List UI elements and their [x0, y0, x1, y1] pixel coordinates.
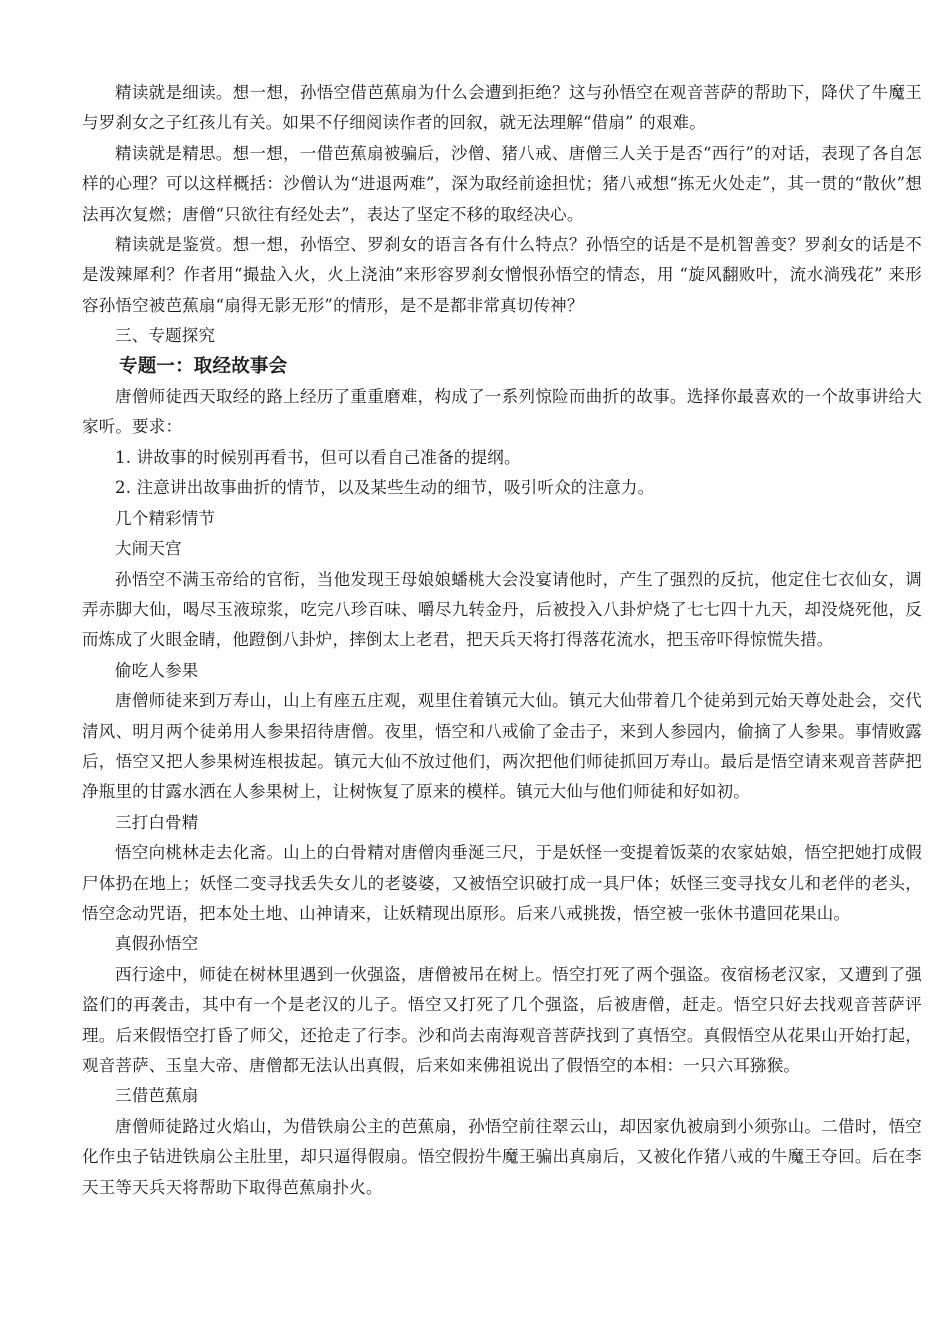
- story-title-havoc-in-heaven: 大闹天宫: [115, 539, 182, 559]
- section-heading: 三、专题探究: [115, 326, 216, 346]
- requirement-2: 2. 注意讲出故事曲折的情节，以及某些生动的细节，吸引听众的注意力。: [115, 478, 655, 498]
- story-text-true-false-monkey: 西行途中，师徒在树林里遇到一伙强盗，唐僧被吊在树上。悟空打死了两个强盗。夜宿杨老汉家，又遭到了强盗们的再袭击，其中有一个是老汉的儿子。悟空又打死了几个强盗，后被唐僧，赶走。悟空只好去找观音菩萨评理。后来假悟空打昏了师父，还抢走了行李。沙和尚去南海观音菩萨找到了真悟空。真假悟空从花果山开始打起，观音菩萨、玉皇大帝、唐僧都无法认出真假，后来如来佛祖说出了假悟空的本相：一只六耳猕猴。: [82, 964, 922, 1075]
- story-title-true-false-monkey: 真假孙悟空: [115, 934, 199, 954]
- highlights-heading: 几个精彩情节: [115, 508, 216, 528]
- document-page: [82, 78, 922, 1203]
- story-text-ginseng-fruit: 唐僧师徒来到万寿山，山上有座五庄观，观里住着镇元大仙。镇元大仙带着几个徒弟到元始天尊处赴会，交代清风、明月两个徒弟用人参果招待唐僧。夜里，悟空和八戒偷了金击子，来到人参园内，偷摘了人参果。事情败露后，悟空又把人参果树连根拔起。镇元大仙不放过他们，两次把他们师徒抓回万寿山。最后是悟空请来观音菩萨把净瓶里的甘露水洒在人参果树上，让树恢复了原来的模样。镇元大仙与他们师徒和好如初。: [82, 691, 922, 802]
- paragraph-close-reading-detail: 精读就是细读。想一想，孙悟空借芭蕉扇为什么会遭到拒绝？这与孙悟空在观音菩萨的帮助下，降伏了牛魔王与罗刹女之子红孩儿有关。如果不仔细阅读作者的回叙，就无法理解“借扇” 的艰难。: [82, 83, 922, 133]
- story-title-palm-leaf-fan: 三借芭蕉扇: [115, 1086, 199, 1106]
- requirement-1: 1. 讲故事的时候别再看书，但可以看自己准备的提纲。: [115, 447, 521, 467]
- paragraph-close-reading-appreciation: 精读就是鉴赏。想一想，孙悟空、罗刹女的语言各有什么特点？孙悟空的话是不是机智善变？罗刹女的话是不是泼辣犀利？作者用“撮盐入火，火上浇油”来形容罗刹女憎恨孙悟空的情态，用 “旋风翻败叶，流水淌残花” 来形容孙悟空被芭蕉扇“扇得无影无形”的情形，是不是都非常真切传神？: [82, 235, 922, 315]
- story-title-white-bone-demon: 三打白骨精: [115, 812, 199, 832]
- topic-intro: 唐僧师徒西天取经的路上经历了重重磨难，构成了一系列惊险而曲折的故事。选择你最喜欢的一个故事讲给大家听。要求：: [82, 387, 922, 437]
- story-text-palm-leaf-fan: 唐僧师徒路过火焰山，为借铁扇公主的芭蕉扇，孙悟空前往翠云山，却因家仇被扇到小须弥山。二借时，悟空化作虫子钻进铁扇公主肚里，却只逼得假扇。悟空假扮牛魔王骗出真扇后，又被化作猪八戒的牛魔王夺回。后在李天王等天兵天将帮助下取得芭蕉扇扑火。: [82, 1116, 922, 1197]
- story-text-havoc-in-heaven: 孙悟空不满玉帝给的官衔，当他发现王母娘娘蟠桃大会没宴请他时，产生了强烈的反抗，他定住七衣仙女，调弄赤脚大仙，喝尽玉液琼浆，吃完八珍百味、嚼尽九转金丹，后被投入八卦炉烧了七七四十九天，却没烧死他，反而炼成了火眼金睛，他蹬倒八卦炉，摔倒太上老君，把天兵天将打得落花流水，把玉帝吓得惊慌失措。: [82, 569, 922, 650]
- topic-title: 专题一：取经故事会: [119, 355, 288, 377]
- story-text-white-bone-demon: 悟空向桃林走去化斋。山上的白骨精对唐僧肉垂涎三尺，于是妖怪一变提着饭菜的农家姑娘，悟空把她打成假尸体扔在地上；妖怪二变寻找丢失女儿的老婆婆，又被悟空识破打成一具尸体；妖怪三变寻找女儿和老伴的老头，悟空念动咒语，把本处土地、山神请来，让妖精现出原形。后来八戒挑拨，悟空被一张休书遣回花果山。: [82, 843, 922, 923]
- story-title-ginseng-fruit: 偷吃人参果: [115, 660, 199, 680]
- paragraph-close-reading-thinking: 精读就是精思。想一想，一借芭蕉扇被骗后，沙僧、猪八戒、唐僧三人关于是否“西行”的对话，表现了各自怎样的心理？可以这样概括：沙僧认为“进退两难”，深为取经前途担忧；猪八戒想“拣无火处走”，其一贯的“散伙”想法再次复燃；唐僧“只欲往有经处去”，表达了坚定不移的取经决心。: [82, 143, 922, 224]
